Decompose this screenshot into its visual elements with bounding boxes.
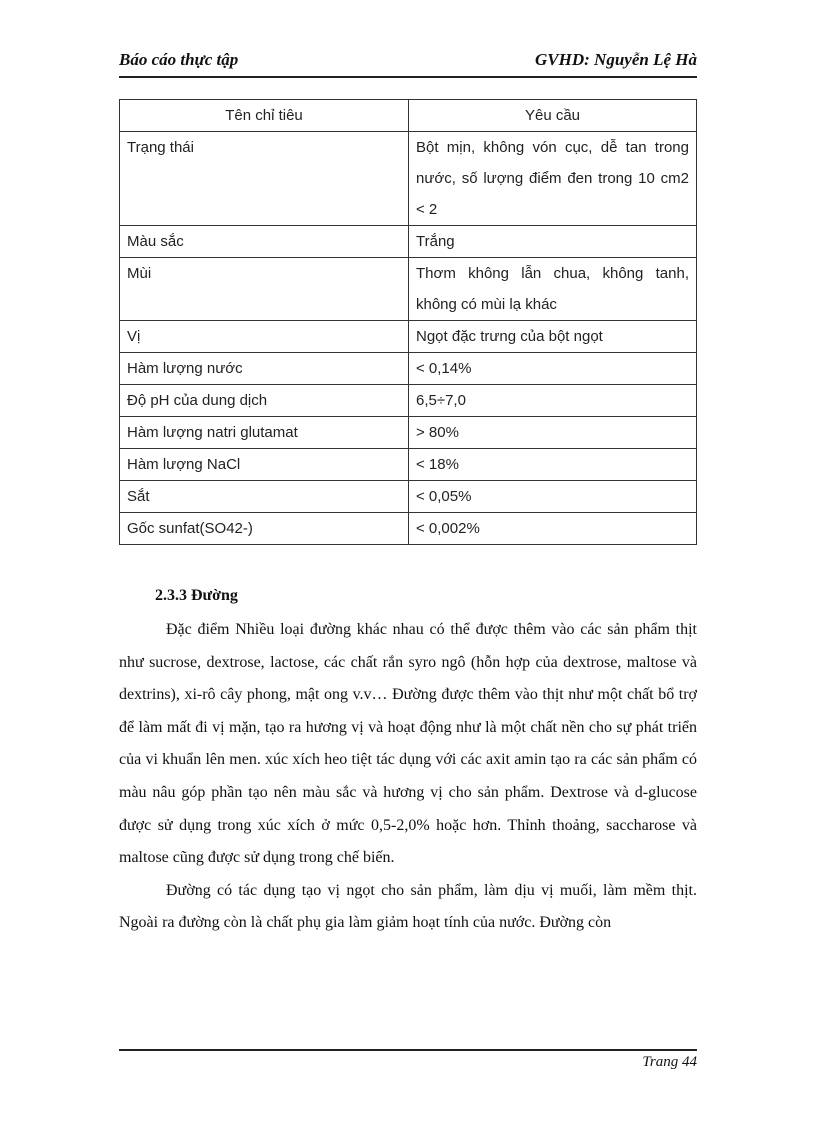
table-row [120, 449, 697, 481]
table-header-row [120, 100, 697, 132]
spec-table [119, 99, 697, 545]
section-heading: 2.3.3 Đường [155, 587, 238, 604]
cell-name: Vị [120, 321, 409, 353]
table-row [120, 481, 697, 513]
supervisor-label: GVHD: Nguyễn Lệ Hà [535, 50, 697, 69]
section-body [119, 614, 697, 940]
cell-name: Hàm lượng nước [120, 353, 409, 385]
column-header-requirement: Yêu cầu [409, 100, 697, 132]
cell-requirement: Thơm không lẫn chua, không tanh, không có mùi lạ khác [409, 258, 697, 321]
paragraph: Đặc điểm Nhiều loại đường khác nhau có thể được thêm vào các sản phẩm thịt như sucrose, dextrose, lactose, các chất rắn syro ngô (hỗn hợp của dextrose, maltose và dextrins), xi-rô cây phong, mật ong v.v… Đường được thêm vào thịt như một chất bổ trợ để làm mất đi vị mặn, tạo ra hương vị và hoạt động như là một chất nền cho sự phát triển của vi khuẩn lên men. xúc xích heo tiệt tác dụng với các axit amin tạo ra các sản phẩm có màu nâu góp phần tạo nên màu sắc và hương vị cho sản phẩm. Dextrose và d-glucose được sử dụng trong xúc xích ở mức 0,5-2,0% hoặc hơn. Thỉnh thoảng, saccharose và maltose cũng được sử dụng trong chế biến. [119, 621, 697, 867]
table-row [120, 226, 697, 258]
cell-name: Gốc sunfat(SO42-) [120, 513, 409, 545]
cell-name: Độ pH của dung dịch [120, 385, 409, 417]
table-row [120, 353, 697, 385]
cell-requirement: 6,5÷7,0 [409, 385, 697, 417]
page-number: Trang 44 [642, 1054, 697, 1070]
report-title: Báo cáo thực tập [119, 50, 239, 69]
paragraph: Đường có tác dụng tạo vị ngọt cho sản phẩm, làm dịu vị muối, làm mềm thịt. Ngoài ra đường còn là chất phụ gia làm giảm hoạt tính của nước. Đường còn [119, 881, 697, 932]
cell-requirement: < 0,14% [409, 353, 697, 385]
cell-requirement: Ngọt đặc trưng của bột ngọt [409, 321, 697, 353]
cell-name: Mùi [120, 258, 409, 321]
cell-requirement: Trắng [409, 226, 697, 258]
table-row [120, 132, 697, 226]
cell-requirement: < 18% [409, 449, 697, 481]
cell-name: Hàm lượng natri glutamat [120, 417, 409, 449]
table-row [120, 513, 697, 545]
cell-requirement: > 80% [409, 417, 697, 449]
cell-name: Màu sắc [120, 226, 409, 258]
page-header [119, 50, 697, 70]
table-row [120, 417, 697, 449]
cell-name: Hàm lượng NaCl [120, 449, 409, 481]
table-row [120, 385, 697, 417]
cell-requirement: Bột mịn, không vón cục, dễ tan trong nước, số lượng điểm đen trong 10 cm2 < 2 [409, 132, 697, 226]
table-row [120, 321, 697, 353]
cell-requirement: < 0,05% [409, 481, 697, 513]
footer-divider [119, 1049, 697, 1051]
table-row [120, 258, 697, 321]
cell-name: Trạng thái [120, 132, 409, 226]
column-header-name: Tên chỉ tiêu [120, 100, 409, 132]
cell-requirement: < 0,002% [409, 513, 697, 545]
header-divider [119, 76, 697, 78]
cell-name: Sắt [120, 481, 409, 513]
